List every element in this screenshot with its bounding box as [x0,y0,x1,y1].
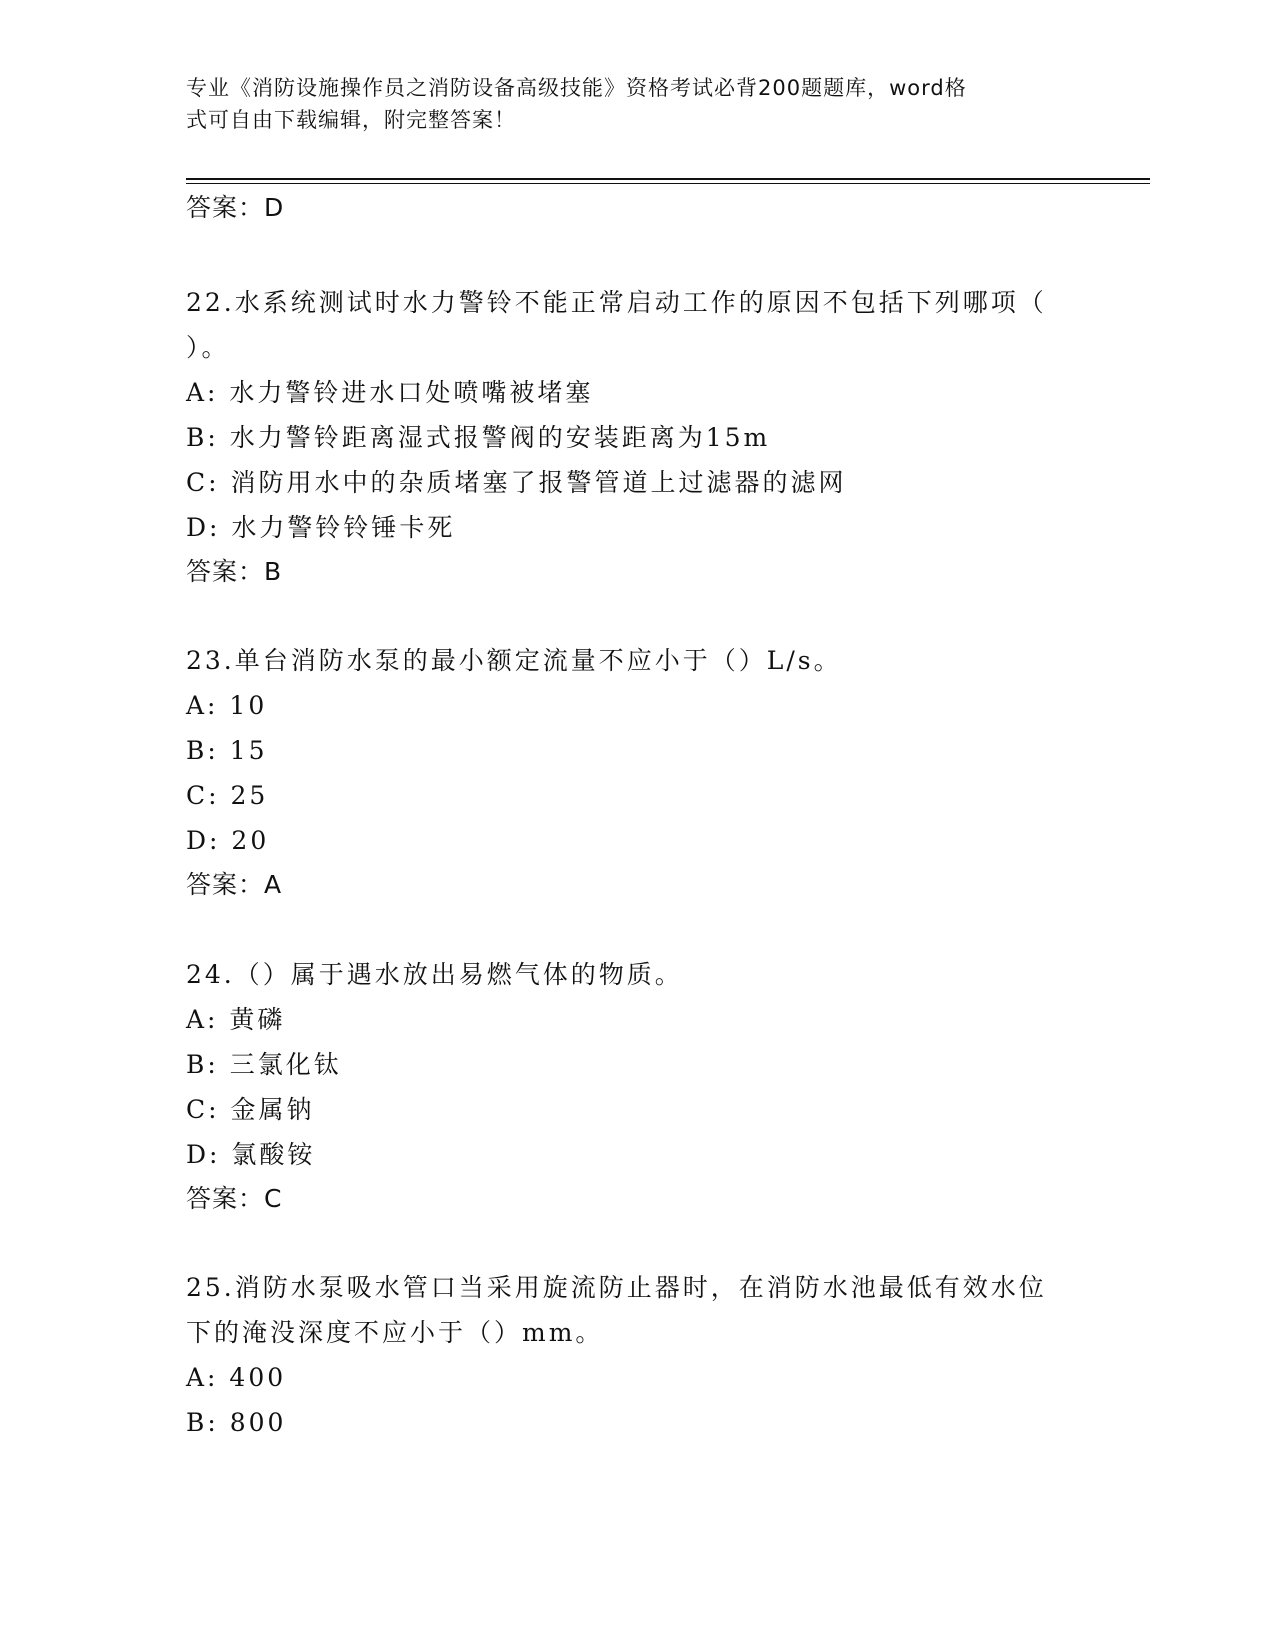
question-25-option-a: A: 400 [186,1363,287,1392]
question-25-option-b: B: 800 [186,1408,287,1437]
question-22-stem-line-2: ）。 [186,333,230,362]
question-23-option-b: B: 15 [186,736,268,765]
question-23-option-a: A: 10 [186,691,268,720]
question-25-stem-line-1: 25.消防水泵吸水管口当采用旋流防止器时，在消防水池最低有效水位 [186,1273,1047,1302]
question-22-option-b: B: 水力警铃距离湿式报警阀的安装距离为15m [186,423,771,452]
question-22-option-a: A: 水力警铃进水口处喷嘴被堵塞 [186,378,594,407]
question-24-option-d: D: 氯酸铵 [186,1140,316,1169]
header-divider-top [186,178,1150,180]
question-25-stem-line-2: 下的淹没深度不应小于（）mm。 [186,1318,604,1347]
answer-line: 答案：D [186,193,285,222]
question-24-stem-line-1: 24.（）属于遇水放出易燃气体的物质。 [186,960,683,989]
question-24-option-a: A: 黄磷 [186,1005,286,1034]
question-22-option-c: C: 消防用水中的杂质堵塞了报警管道上过滤器的滤网 [186,468,847,497]
document-header [186,72,1066,136]
question-22-option-d: D: 水力警铃铃锤卡死 [186,513,456,542]
question-23-option-c: C: 25 [186,781,269,810]
header-line-1: 专业《消防设施操作员之消防设备高级技能》资格考试必背200题题库，word格 [186,76,967,100]
header-divider-bottom [186,183,1150,184]
header-line-2: 式可自由下载编辑，附完整答案！ [186,108,516,132]
question-23-option-d: D: 20 [186,826,270,855]
question-24-answer: 答案：C [186,1184,283,1213]
question-23-stem-line-1: 23.单台消防水泵的最小额定流量不应小于（）L/s。 [186,646,842,675]
question-24-option-b: B: 三氯化钛 [186,1050,342,1079]
question-22-stem-line-1: 22.水系统测试时水力警铃不能正常启动工作的原因不包括下列哪项（ [186,288,1047,317]
question-24-option-c: C: 金属钠 [186,1095,315,1124]
question-23-answer: 答案：A [186,870,283,899]
question-22-answer: 答案：B [186,557,283,586]
